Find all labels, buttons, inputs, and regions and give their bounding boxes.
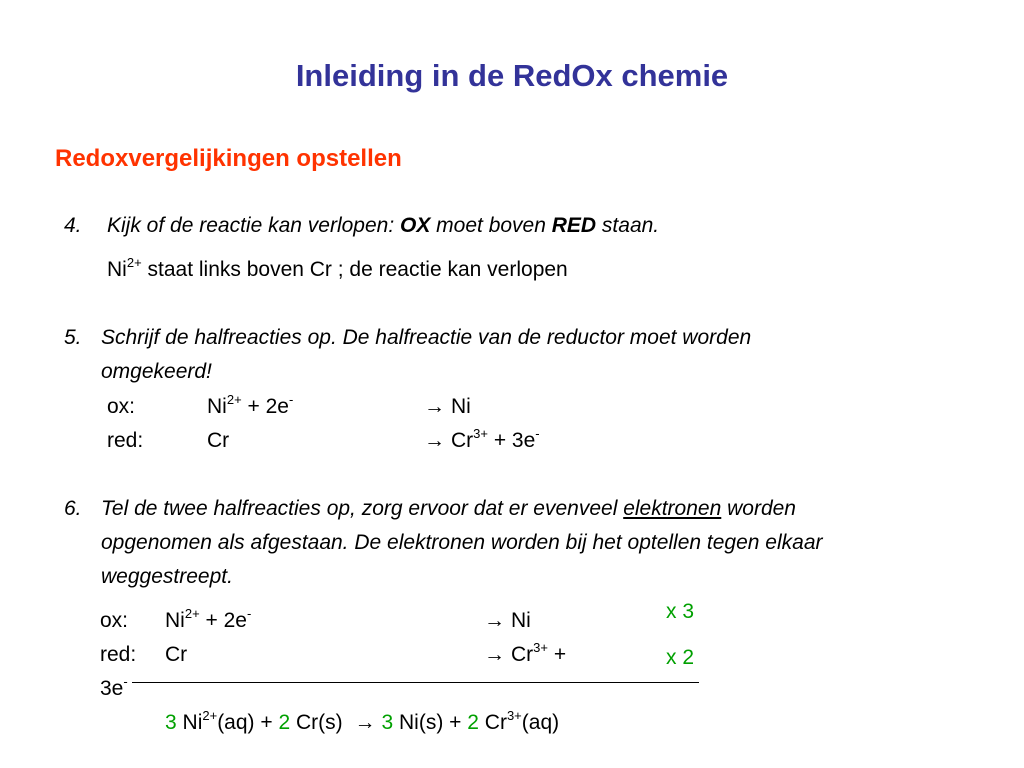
step-4-ion-charge: 2+: [126, 255, 142, 270]
sum-divider-line: [132, 682, 699, 683]
arrow-icon: →: [354, 711, 376, 734]
overall-cr-ion-phase: (aq): [521, 711, 560, 734]
step-5-ox-label: ox:: [107, 395, 136, 418]
overall-cr-ion: Cr: [478, 711, 507, 734]
step-5-red-electrons: + 3e: [488, 429, 536, 452]
step-6-line-1-b: worden: [721, 497, 796, 520]
step-4-conclusion: [107, 255, 568, 282]
step-6-ox-multiplier: x 3: [666, 600, 695, 623]
slide-title: Inleiding in de RedOx chemie: [295, 58, 729, 93]
step-6-ox-product: Ni: [511, 609, 531, 632]
coefficient-ni-ion: 3: [165, 711, 177, 734]
step-6-wrapped-electrons: [100, 674, 128, 701]
overall-equation: [165, 708, 560, 735]
step-5-ox-products: [424, 395, 471, 419]
step-6-line-1: [101, 497, 796, 521]
step-4-red: RED: [551, 214, 597, 237]
step-6-red-products: [484, 640, 567, 667]
step-5-red-electron-charge: -: [535, 426, 540, 441]
step-5-ox-ion: Ni: [207, 395, 227, 418]
overall-cr-ion-charge: 3+: [506, 708, 522, 723]
step-4-rest: staat links boven Cr ; de reactie kan verlopen: [141, 258, 568, 281]
step-6-ox-products: [484, 609, 531, 633]
step-5-red-reactant: Cr: [207, 429, 230, 452]
step-6-electrons-underlined: elektronen: [623, 497, 722, 520]
step-5-line-2: omgekeerd!: [101, 360, 212, 383]
arrow-icon: →: [484, 643, 505, 666]
step-6-ox-label: ox:: [100, 609, 129, 632]
step-6-line-3: weggestreept.: [101, 565, 233, 588]
section-subtitle: Redoxvergelijkingen opstellen: [55, 145, 402, 172]
coefficient-cr-solid: 2: [278, 711, 291, 734]
step-5-ox-product: Ni: [451, 395, 471, 418]
step-4-text: [107, 214, 659, 238]
step-6-ox-ion-charge: 2+: [184, 606, 200, 621]
overall-ni-ion-phase: (aq) +: [217, 711, 279, 734]
overall-ni-ion-charge: 2+: [202, 708, 218, 723]
step-5-red-product-ion: Cr: [451, 429, 474, 452]
step-5-ox-electrons: + 2e: [241, 395, 289, 418]
step-5-number: 5.: [64, 326, 82, 349]
overall-ni-ion: Ni: [176, 711, 203, 734]
step-6-red-multiplier: x 2: [666, 646, 695, 669]
step-5-red-products: [424, 426, 540, 453]
step-6-ox-ion: Ni: [165, 609, 185, 632]
arrow-icon: →: [424, 429, 445, 452]
step-4-ion: Ni: [107, 258, 127, 281]
step-6-wrap-electron-charge: -: [123, 674, 128, 689]
step-6-ox-electrons: + 2e: [199, 609, 247, 632]
step-4-number: 4.: [64, 214, 82, 237]
step-6-red-label: red:: [100, 643, 137, 666]
step-4-ox: OX: [400, 214, 431, 237]
step-6-number: 6.: [64, 497, 82, 520]
step-4-text-a: Kijk of de reactie kan verlopen:: [107, 214, 400, 237]
step-6-ox-electron-charge: -: [246, 606, 252, 621]
overall-ni-solid: Ni(s) +: [393, 711, 468, 734]
step-5-ox-electron-charge: -: [288, 392, 294, 407]
step-6-red-product-charge: 3+: [533, 640, 548, 655]
step-6-ox-reactants: [165, 606, 252, 633]
step-6-red-product-ion: Cr: [511, 643, 534, 666]
step-5-ox-ion-charge: 2+: [226, 392, 242, 407]
step-4-text-c: staan.: [596, 214, 660, 237]
coefficient-ni-solid: 3: [381, 711, 394, 734]
step-5-red-label: red:: [107, 429, 144, 452]
coefficient-cr-ion: 2: [467, 711, 479, 734]
step-6-red-plus: +: [548, 643, 567, 666]
overall-cr-solid: Cr(s): [290, 711, 349, 734]
step-6-red-reactant: Cr: [165, 643, 188, 666]
step-4-text-b: moet boven: [430, 214, 552, 237]
arrow-icon: →: [424, 395, 445, 418]
step-6-wrap-electrons: 3e: [100, 677, 124, 700]
step-6-line-1-a: Tel de twee halfreacties op, zorg ervoor dat er evenveel: [101, 497, 624, 520]
step-5-line-1: Schrijf de halfreacties op. De halfreactie van de reductor moet worden: [101, 326, 752, 349]
arrow-icon: →: [484, 609, 505, 632]
step-6-line-2: opgenomen als afgestaan. De elektronen worden bij het optellen tegen elkaar: [101, 531, 823, 554]
step-5-ox-reactants: [207, 392, 294, 419]
step-5-red-product-charge: 3+: [473, 426, 488, 441]
